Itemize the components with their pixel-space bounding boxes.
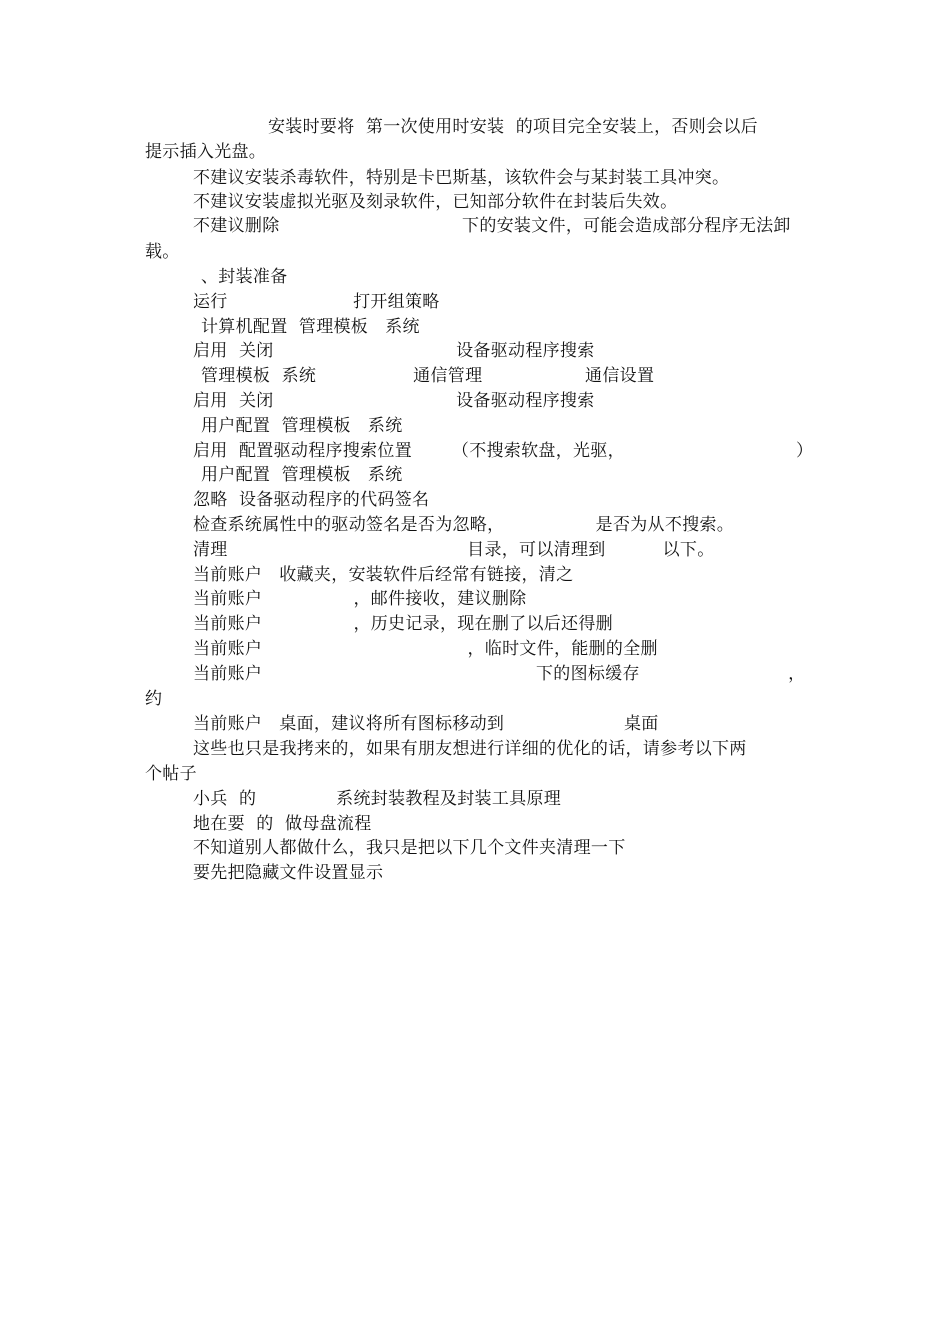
text-line: 用户配置 管理模板 系统 <box>201 416 403 436</box>
text-line: 当前账户 桌面，建议将所有图标移动到 桌面 <box>193 714 659 734</box>
text-line: 这些也只是我拷来的，如果有朋友想进行详细的优化的话，请参考以下两 <box>193 739 747 759</box>
text-line: 约 <box>145 689 163 709</box>
text-line: 个帖子 <box>145 764 197 784</box>
section-heading: 、封装准备 <box>201 267 288 287</box>
text-line: 管理模板 系统 通信管理 通信设置 <box>201 366 655 386</box>
text-line: 不建议删除 下的安装文件，可能会造成部分程序无法卸 <box>193 216 791 236</box>
text-line: 当前账户 下的图标缓存 ， <box>193 664 806 684</box>
text-line: 忽略 设备驱动程序的代码签名 <box>193 490 430 510</box>
text-line: 安装时要将 第一次使用时安装 的项目完全安装上，否则会以后 <box>268 117 758 137</box>
text-line: 地在要 的 做母盘流程 <box>193 814 372 834</box>
text-line: 计算机配置 管理模板 系统 <box>201 317 420 337</box>
text-line: 不建议安装杀毒软件，特别是卡巴斯基，该软件会与某封装工具冲突。 <box>193 168 730 188</box>
text-line: 启用 关闭 设备驱动程序搜索 <box>193 391 595 411</box>
text-line: 当前账户 ，临时文件，能删的全删 <box>193 639 658 659</box>
text-line: 不知道别人都做什么，我只是把以下几个文件夹清理一下 <box>193 838 626 858</box>
text-line: 要先把隐藏文件设置显示 <box>193 863 384 883</box>
text-line: 当前账户 ，历史记录，现在删了以后还得删 <box>193 614 613 634</box>
text-line: 清理 目录，可以清理到 以下。 <box>193 540 715 560</box>
text-line: 启用 关闭 设备驱动程序搜索 <box>193 341 595 361</box>
text-line: 不建议安装虚拟光驱及刻录软件，已知部分软件在封装后失效。 <box>193 192 678 212</box>
text-line: 载。 <box>145 242 180 262</box>
text-line: 当前账户 ，邮件接收，建议删除 <box>193 589 527 609</box>
text-line: 当前账户 收藏夹，安装软件后经常有链接，清之 <box>193 565 574 585</box>
text-line: 启用 配置驱动程序搜索位置 （不搜索软盘，光驱， ） <box>193 441 814 461</box>
text-line: 提示插入光盘。 <box>145 142 267 162</box>
text-line: 用户配置 管理模板 系统 <box>201 465 403 485</box>
text-line: 运行 打开组策略 <box>193 292 440 312</box>
text-line: 小兵 的 系统封装教程及封装工具原理 <box>193 789 562 809</box>
text-line: 检查系统属性中的驱动签名是否为忽略， 是否为从不搜索。 <box>193 515 735 535</box>
